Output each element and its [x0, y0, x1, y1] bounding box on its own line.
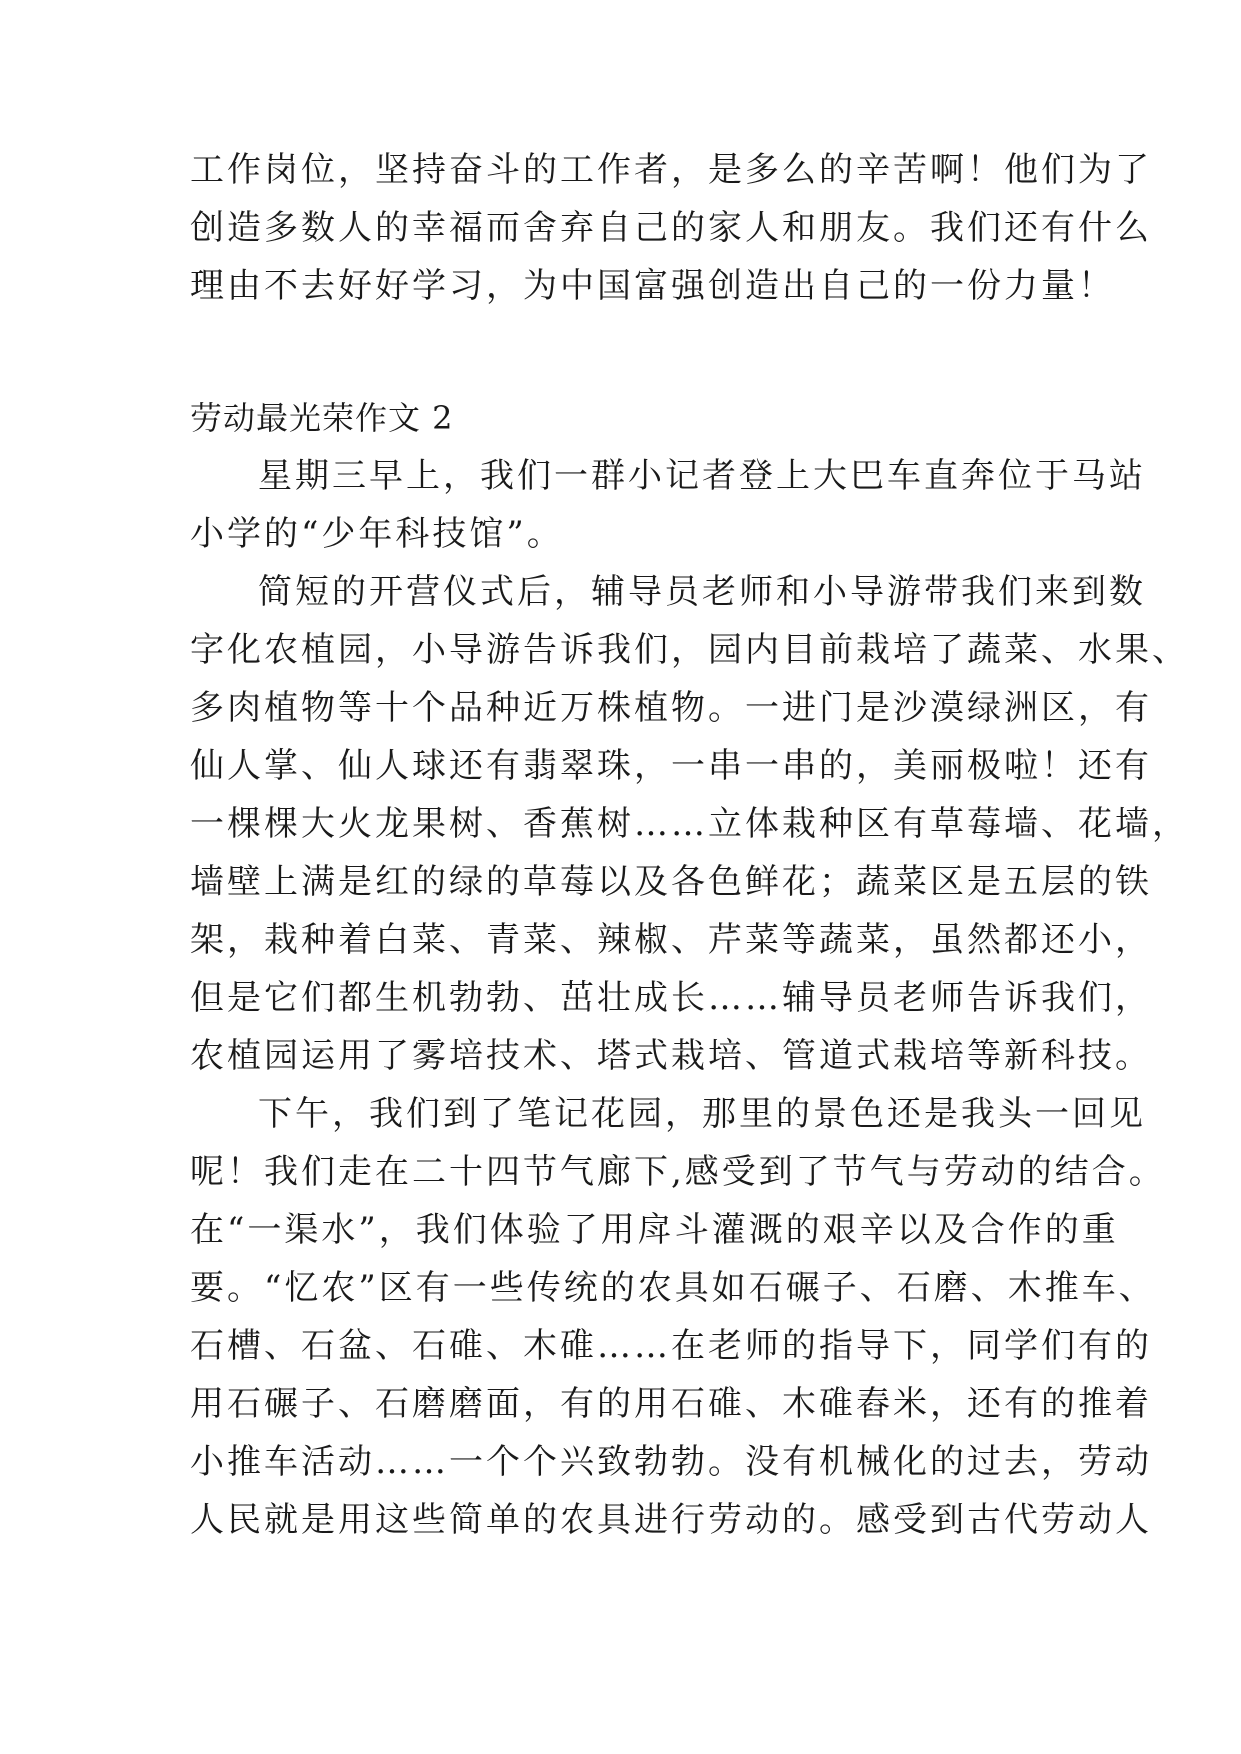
paragraph2-line-7: 架，栽种着白菜、青菜、辣椒、芹菜等蔬菜，虽然都还小，	[190, 920, 1152, 960]
paragraph2-line-3: 多肉植物等十个品种近万株植物。一进门是沙漠绿洲区，有	[190, 688, 1152, 728]
paragraph3-line-3: 在“一渠水”，我们体验了用戽斗灌溉的艰辛以及合作的重	[190, 1210, 1119, 1250]
paragraph3-line-6: 用石碾子、石磨磨面，有的用石碓、木碓舂米，还有的推着	[190, 1384, 1152, 1424]
paragraph2-line-4: 仙人掌、仙人球还有翡翠珠，一串一串的，美丽极啦！还有	[190, 746, 1152, 786]
paragraph3-line-4: 要。“忆农”区有一些传统的农具如石碾子、石磨、木推车、	[190, 1268, 1156, 1308]
paragraph3-line-2: 呢！我们走在二十四节气廊下,感受到了节气与劳动的结合。	[190, 1152, 1166, 1192]
section-title: 劳动最光荣作文 2	[190, 399, 454, 437]
intro-line-1: 工作岗位，坚持奋斗的工作者，是多么的辛苦啊！他们为了	[190, 150, 1152, 190]
paragraph2-line-1: 简短的开营仪式后，辅导员老师和小导游带我们来到数	[258, 572, 1146, 612]
paragraph2-line-2: 字化农植园，小导游告诉我们，园内目前栽培了蔬菜、水果、	[190, 630, 1189, 670]
paragraph2-line-6: 墙壁上满是红的绿的草莓以及各色鲜花；蔬菜区是五层的铁	[190, 862, 1152, 902]
paragraph3-line-5: 石槽、石盆、石碓、木碓……在老师的指导下，同学们有的	[190, 1326, 1152, 1366]
intro-line-3: 理由不去好好学习，为中国富强创造出自己的一份力量！	[190, 266, 1115, 306]
intro-line-2: 创造多数人的幸福而舍弃自己的家人和朋友。我们还有什么	[190, 208, 1152, 248]
paragraph2-line-9: 农植园运用了雾培技术、塔式栽培、管道式栽培等新科技。	[190, 1036, 1152, 1076]
paragraph3-line-8: 人民就是用这些简单的农具进行劳动的。感受到古代劳动人	[190, 1500, 1152, 1540]
paragraph3-line-7: 小推车活动……一个个兴致勃勃。没有机械化的过去，劳动	[190, 1442, 1152, 1482]
paragraph2-line-8: 但是它们都生机勃勃、茁壮成长……辅导员老师告诉我们，	[190, 978, 1152, 1018]
paragraph2-line-5: 一棵棵大火龙果树、香蕉树……立体栽种区有草莓墙、花墙，	[190, 804, 1189, 844]
paragraph1-line-1: 星期三早上，我们一群小记者登上大巴车直奔位于马站	[258, 456, 1146, 496]
paragraph3-line-1: 下午，我们到了笔记花园，那里的景色还是我头一回见	[258, 1094, 1146, 1134]
paragraph1-line-2: 小学的“少年科技馆”。	[190, 514, 564, 554]
